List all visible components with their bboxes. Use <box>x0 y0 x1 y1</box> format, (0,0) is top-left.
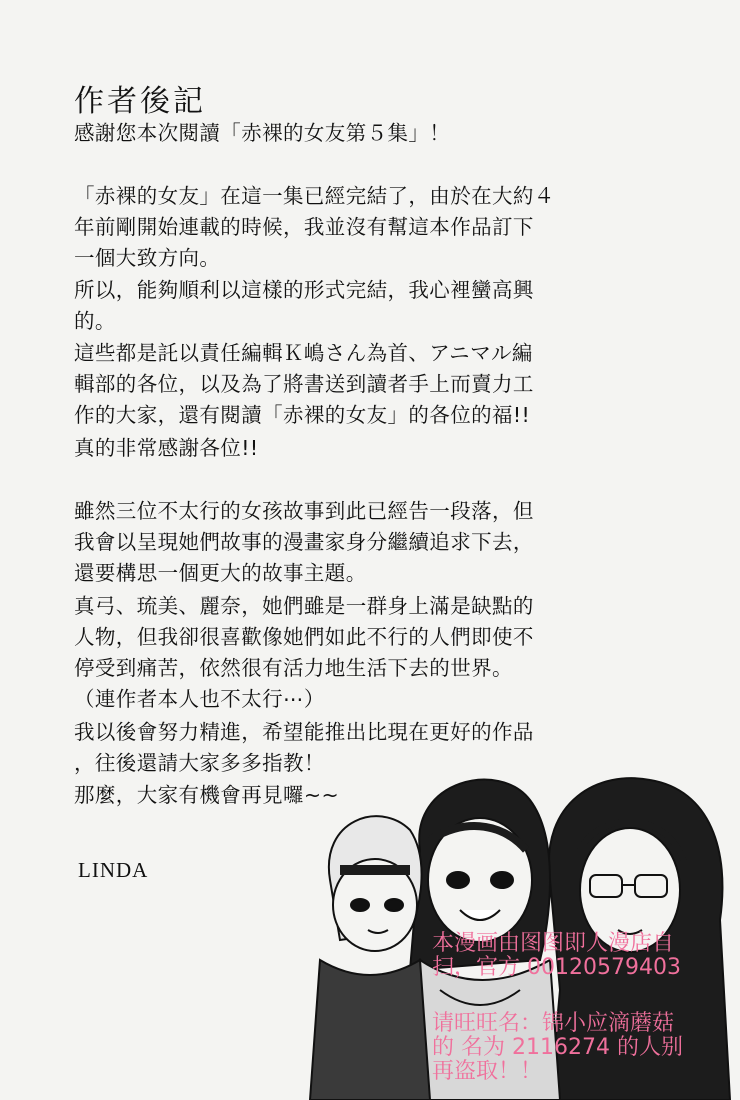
text-line: 那麼，大家有機會再見囉~~ <box>74 783 340 807</box>
text-line: 作的大家，還有閱讀「赤裸的女友」的各位的福!! <box>74 403 531 427</box>
text-line: （連作者本人也不太行⋯） <box>74 687 325 711</box>
watermark-line: 再盗取！！ <box>432 1059 543 1084</box>
paragraph-future <box>74 496 634 589</box>
text-line: 人物，但我卻很喜歡像她們如此不行的人們即使不 <box>74 625 534 649</box>
paragraph-characters <box>74 591 634 715</box>
paragraph-completion <box>74 181 634 274</box>
paragraph-gratitude <box>74 433 634 464</box>
text-line: 年前剛開始連載的時候，我並沒有幫這本作品訂下 <box>74 215 534 239</box>
text-line: 還要構思一個更大的故事主題。 <box>74 561 367 585</box>
text-line: 我會以呈現她們故事的漫畫家身分繼續追求下去， <box>74 530 534 554</box>
scan-watermark-top <box>432 932 681 980</box>
text-line: 雖然三位不太行的女孩故事到此已經告一段落，但 <box>74 499 534 523</box>
paragraph-thanks <box>74 118 634 149</box>
text-line: ，往後還請大家多多指教！ <box>74 751 325 775</box>
text-line: 真弓、琉美、麗奈，她們雖是一群身上滿是缺點的 <box>74 594 534 618</box>
text-line: 一個大致方向。 <box>74 246 221 270</box>
text-line: 這些都是託以責任編輯Ｋ嶋さん為首、アニマル編 <box>74 341 533 365</box>
text-line: 的。 <box>74 309 116 333</box>
text-line: 感謝您本次閱讀「赤裸的女友第５集」！ <box>74 121 451 145</box>
paragraph-happy <box>74 275 634 337</box>
paragraph-credits <box>74 338 634 431</box>
watermark-line: 的 名为 2116274 的人别 <box>432 1035 683 1060</box>
scan-watermark-bottom <box>432 1012 683 1084</box>
watermark-line: 扫，官方 00120579403 <box>432 955 681 980</box>
page-title: 作者後記 <box>74 84 206 120</box>
text-line: 所以，能夠順利以這樣的形式完結，我心裡蠻高興 <box>74 278 534 302</box>
text-line: 停受到痛苦，依然很有活力地生活下去的世界。 <box>74 656 513 680</box>
text-line: 輯部的各位，以及為了將書送到讀者手上而賣力工 <box>74 372 534 396</box>
watermark-line: 请旺旺名：锦小应滴蘑菇 <box>432 1011 675 1036</box>
text-line: 「赤裸的女友」在這一集已經完結了，由於在大約４ <box>74 184 555 208</box>
watermark-line: 本漫画由图图即人漫店自 <box>432 931 675 956</box>
author-signature: LINDA <box>78 858 149 882</box>
text-line: 真的非常感謝各位!! <box>74 436 259 460</box>
text-line: 我以後會努力精進，希望能推出比現在更好的作品 <box>74 720 534 744</box>
